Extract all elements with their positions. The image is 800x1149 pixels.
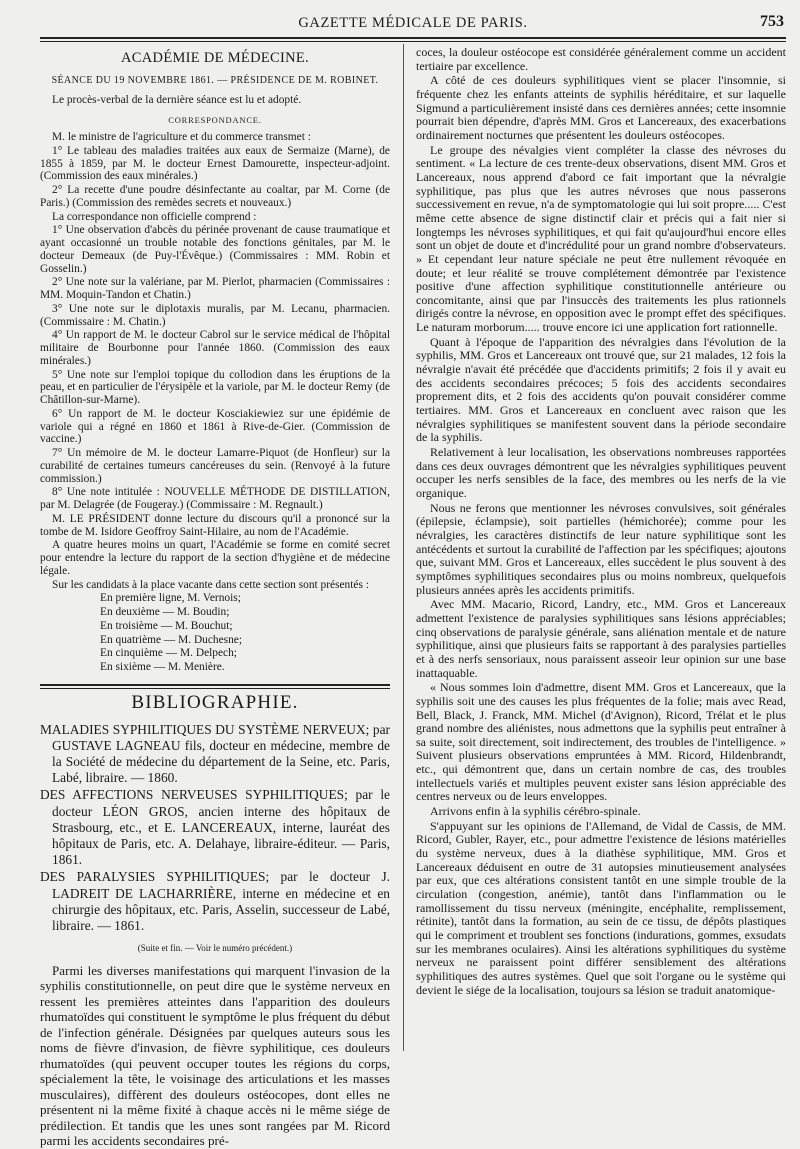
right-column xyxy=(416,46,786,1051)
comite-secret: A quatre heures moins un quart, l'Académie se forme en comité secret pour entendre la lecture du rapport de la section d'hygiène et de médecine légale. xyxy=(40,539,390,577)
suite-note: (Suite et fin. — Voir le numéro précédent.) xyxy=(137,943,293,954)
candidates-intro: Sur les candidats à la place vacante dans cette section sont présentés : xyxy=(52,578,369,591)
book-entry: MALADIES SYPHILITIQUES DU SYSTÈME NERVEUX; par GUSTAVE LAGNEAU fils, docteur en médecine, membre de la Société de médecine du département de la Seine, etc. Paris, Labé, libraire. — 1860. xyxy=(40,721,390,786)
bibliographie-heading: BIBLIOGRAPHIE. xyxy=(131,691,299,713)
candidate-line: En deuxième — M. Boudin; xyxy=(100,606,230,618)
section-rule xyxy=(40,684,390,686)
running-head xyxy=(40,12,786,34)
candidate-line: En quatrième — M. Duchesne; xyxy=(100,633,243,646)
candidate-line: En sixième — M. Menière. xyxy=(100,661,225,673)
unofficial-item: 3° Une note sur le diplotaxis muralis, par M. Lecanu, pharmacien. (Commissaire : M. Chatin.) xyxy=(40,302,390,328)
header-rule xyxy=(40,37,786,39)
review-paragraph: Nous ne ferons que mentionner les névroses convulsives, soit générales (épilepsie, éclampsie), soit partielles (hémichorée); comme pour les névralgies, les caractères distinctifs de leur nature syphilitique sont les antécédents et surtout la curabilité de l'affection par les spécifiques; ajoutons que, suivant MM. Gros et Lancereaux, elles succèdent le plus souvent à des symptômes syphilitiques secondaires plus ou moins nombreux, quelquefois plusieurs années après les accidents primitifs. xyxy=(416,500,786,597)
review-paragraph: A côté de ces douleurs syphilitiques vient se placer l'insomnie, si fréquente chez les enfants atteints de syphilis héréditaire, et sur laquelle Sigmund a particulièrement insisté dans ces dernières années; cette insomnie pourrait bien dépendre, d'après MM. Gros et Lancereaux, des exacerbations ordinairement nocturnes que présentent les douleurs ostéocopes. xyxy=(416,73,786,142)
academy-heading: ACADÉMIE DE MÉDECINE. xyxy=(121,50,309,66)
journal-title: GAZETTE MÉDICALE DE PARIS. xyxy=(298,15,528,31)
proces-verbal: Le procès-verbal de la dernière séance est lu et adopté. xyxy=(52,93,302,106)
header-rule-thin xyxy=(40,41,786,42)
review-body: Parmi les diverses manifestations qui marquent l'invasion de la syphilis constitutionnelle, on peut dire que le système nerveux en ressent les premières atteintes dans l'apparition des douleurs rhumatoïdes qui constituent le symptôme le plus fréquent du début de l'infection générale. Désignées par quelques auteurs sous les noms de fièvre d'invasion, de fièvre syphilitique, ces douleurs rhumatoïdes (qui peuvent occuper toutes les régions du corps, spécialement la tête, le voisinage des articulations et les masses musculaires), diffèrent des douleurs ostéocopes, dont elles ne présentent ni la même fixité à chaque accès ni le même siége de prédilection. Et tandis que les unes sont rangées par M. Ricord parmi les accidents secondaires pré- xyxy=(40,962,390,1149)
unofficial-item: 6° Un rapport de M. le docteur Kosciakiewiez sur une épidémie de variole qui a régné en 1860 et 1861 à Rive-de-Gier. (Commission de vaccine.) xyxy=(40,407,390,446)
review-paragraph: Avec MM. Macario, Ricord, Landry, etc., MM. Gros et Lancereaux admettent l'existence de paralysies syphilitiques sans lésions appréciables; cinq observations de paralysie générale, sans aliénation mentale et de nature syphilitique, ainsi que plusieurs faits se rapportant à des paralysies partielles et à des nerfs sensoriaux, nous paraissent asseoir leur opinion sur une base inattaquable. xyxy=(416,597,786,680)
unofficial-item: 2° Une note sur la valériane, par M. Pierlot, pharmacien (Commissaires : MM. Moquin-Tandon et Chatin.) xyxy=(40,276,390,301)
official-item: 2° La recette d'une poudre désinfectante au coaltar, par M. Corne (de Paris.) (Commission des remèdes secrets et nouveaux.) xyxy=(40,184,390,209)
review-paragraph: S'appuyant sur les opinions de l'Allemand, de Vidal de Cassis, de MM. Ricord, Gubler, Rayer, etc., pour admettre l'existence de lésions matérielles du système nerveux, dues à la diathèse syphilitique, MM. Gros et Lancereaux déduisent en outre de 31 autopsies minutieusement analysées par eux, que ces altérations consistent tantôt en une simple trouble de la circulation (congestion, anémie), tantôt dans l'inflammation ou le ramollissement du tissu nerveux (méningite, encéphalite, remplissement, rétinite), tantôt dans la formation, au sein de ce tissu, de dépôts plastiques qui le compriment et troublent ses fonctions (indurations, gommes, exsudats sur les membranes oculaires). Ainsi les altérations syphilitiques du système nerveux ne paraissent point différer sensiblement des altérations syphilitiques des autres systèmes. Quel que soit l'organe ou le système qui devient le siége de la localisation, toujours sa lésion se traduit anatomique- xyxy=(416,818,786,997)
minister-line: M. le ministre de l'agriculture et du commerce transmet : xyxy=(52,131,311,143)
candidate-line: En troisième — M. Bouchut; xyxy=(100,619,233,632)
section-rule-thin xyxy=(40,688,390,689)
correspondance-heading: CORRESPONDANCE. xyxy=(168,115,262,126)
unofficial-intro: La correspondance non officielle comprend : xyxy=(52,210,257,223)
unofficial-item: 5° Une note sur l'emploi topique du collodion dans les éruptions de la peau, et en particulier de l'érysipèle et la variole, par M. le docteur Remy (de Châtillon-sur-Marne). xyxy=(40,368,390,406)
review-paragraph: Quant à l'époque de l'apparition des névralgies dans l'évolution de la syphilis, MM. Gros et Lancereaux ont trouvé que, sur 21 malades, 12 fois la névralgie n'avait été précédée que d'accidents primitifs; 2 fois il y avait eu des accidents secondaires précoces; 5 fois des accidents secondaires proprement dits, et 2 fois des accidents qu'on pouvait considérer comme tertiaires. MM. Gros et Lancereaux en concluent avec raison que les névralgies syphilitiques se manifestent souvent dans la période secondaire de la syphilis. xyxy=(416,334,786,445)
review-paragraph: Arrivons enfin à la syphilis cérébro-spinale. xyxy=(430,804,641,819)
column-divider xyxy=(403,44,404,1051)
review-paragraph: Le groupe des névalgies vient compléter la classe des névroses du sentiment. « La lecture de ces trente-deux observations, disent MM. Gros et Lancereaux, nous apprend d'abord ce fait important que la névralgie syphilitique, pas plus que les autres névroses que nous passerons successivement en revue, n'a de symptomatologie qui lui soit propre..... C'est même cette absence de signe distinctif clair et précis qui a fait nier si longtemps les névroses syphilitiques, et qui fait qu'aujourd'hui encore elles sont un objet de doute et d'incrédulité pour un grand nombre d'observateurs. » Et cependant leur nature spéciale ne peut être nullement révoquée en doute; et leur réalité se trouve complétement démontrée par l'existence positive d'une affection syphilitique constitutionnelle antérieure ou concomitante, ainsi que par l'insuccès des traitements les plus rationnels dirigés contre la névrose, en opposition avec le prompt effet des spécifiques. Le naturam morborum..... trouve encore ici une application fort rationnelle. xyxy=(416,142,786,335)
review-paragraph: « Nous sommes loin d'admettre, disent MM. Gros et Lancereaux, que la syphilis soit une des causes les plus fréquentes de la folie; mais avec Read, Bell, Black, J. Franck, MM. Michel (d'Avignon), Ricord, Trélat et le plus grand nombre des aliénistes, nous admettons que la syphilis peut entraîner à sa suite, soit directement, soit indirectement, des troubles de l'intelligence. » Suivent plusieurs observations empruntées à MM. Ricord, Hildenbrandt, etc., qui démontrent que, dans un certain nombre de cas, des troubles intellectuels variés et multiples peuvent exister sans lésion appréciable des centres nerveux ou de leurs enveloppes. xyxy=(416,680,786,804)
unofficial-item: 4° Un rapport de M. le docteur Cabrol sur le service médical de l'hôpital militaire de Bourbonne pour l'année 1860. (Commission des eaux minérales.) xyxy=(40,329,390,367)
president-note: M. LE PRÉSIDENT donne lecture du discours qu'il a prononcé sur la tombe de M. Isidore Geoffroy Saint-Hilaire, au nom de l'Académie. xyxy=(40,512,390,538)
unofficial-item: 8° Une note intitulée : NOUVELLE MÉTHODE DE DISTILLATION, par M. Delagrée (de Fougeray.) (Commissaire : M. Regnault.) xyxy=(40,486,390,511)
book-entry: DES AFFECTIONS NERVEUSES SYPHILITIQUES; par le docteur LÉON GROS, ancien interne des hôpitaux de Strasbourg, etc., et E. LANCEREAUX, interne, lauréat des hôpitaux de Paris, etc. A. Delahaye, libraire-éditeur. — Paris, 1861. xyxy=(40,787,390,868)
left-column xyxy=(40,46,390,1149)
page-number: 753 xyxy=(760,13,784,30)
review-paragraph: Relativement à leur localisation, les observations nombreuses rapportées dans ces deux ouvrages démontrent que les névralgies syphilitiques peuvent occuper les nerfs sensibles de la face, des membres ou les nerfs de la vie organique. xyxy=(416,445,786,500)
candidate-line: En cinquième — M. Delpech; xyxy=(100,647,237,660)
unofficial-item: 7° Un mémoire de M. le docteur Lamarre-Piquot (de Honfleur) sur la curabilité de certaines tumeurs cancéreuses du sein. (Renvoyé à la future commission.) xyxy=(40,447,390,485)
official-item: 1° Le tableau des maladies traitées aux eaux de Sermaize (Marne), de 1855 à 1859, par M. le docteur Ernest Damourette, inspecteur-adjoint. (Commission des eaux minérales.) xyxy=(40,144,390,183)
review-paragraph: coces, la douleur ostéocope est considérée généralement comme un accident tertiaire par excellence. xyxy=(416,45,786,73)
book-entry: DES PARALYSIES SYPHILITIQUES; par le docteur J. LADREIT DE LACHARRIÈRE, interne en médecine et en chirurgie des hôpitaux, etc. Paris, Asselin, successeur de Labé, libraire. — 1861. xyxy=(40,869,390,933)
candidate-line: En première ligne, M. Vernois; xyxy=(100,592,241,605)
unofficial-item: 1° Une observation d'abcès du périnée provenant de cause traumatique et ayant occasionné un trouble notable des fonctions génitales, par M. le docteur Demeaux (de Puy-l'Évêque.) (Commissaires : MM. Robin et Gosselin.) xyxy=(40,224,390,275)
seance-heading: SÉANCE DU 19 NOVEMBRE 1861. — PRÉSIDENCE DE M. ROBINET. xyxy=(51,74,379,86)
